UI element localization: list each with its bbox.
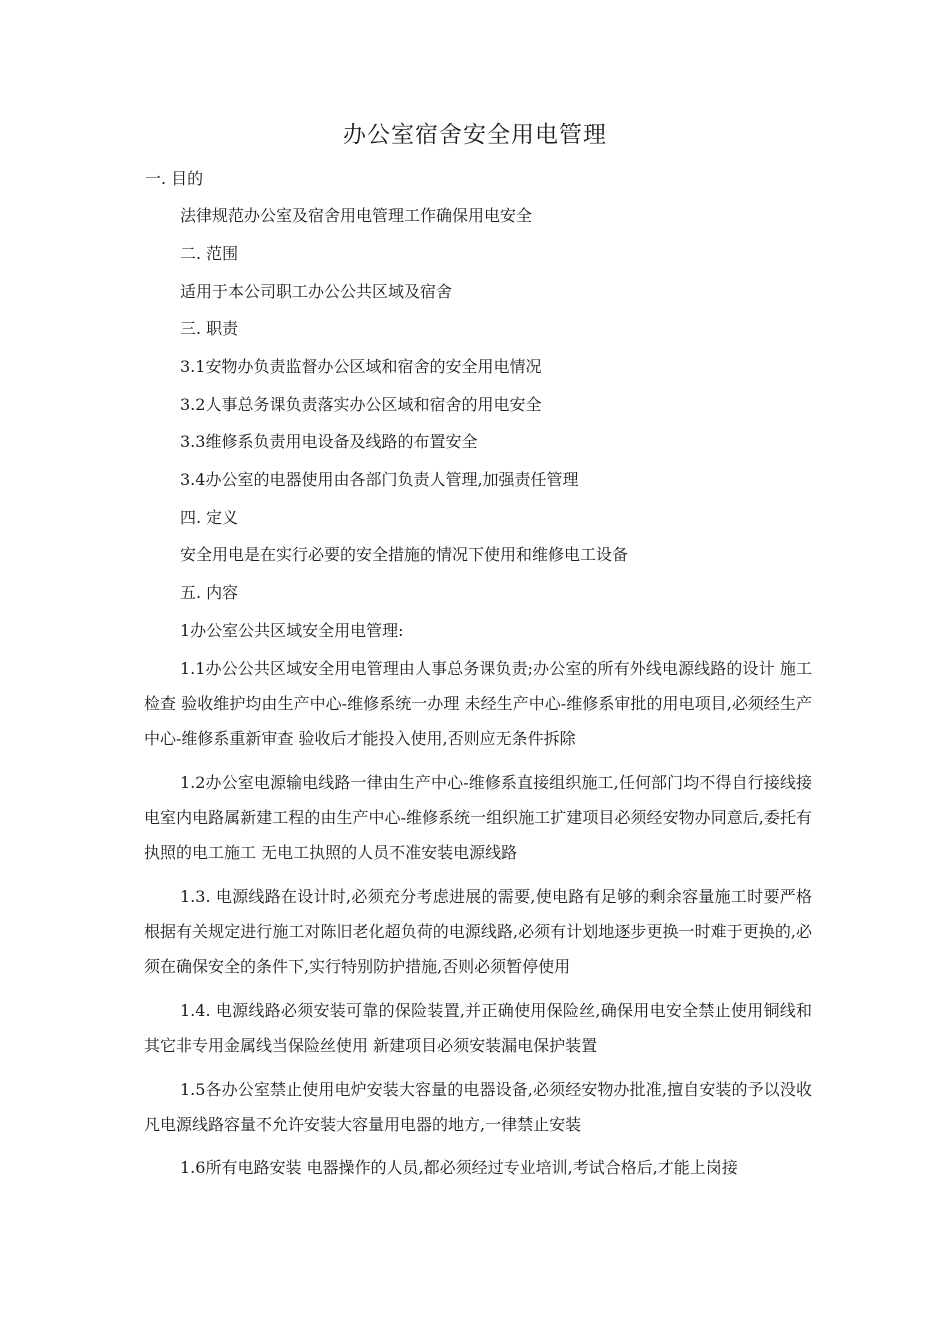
document-title: 办公室宿舍安全用电管理 (343, 122, 607, 148)
content-subheading: 1办公室公共区域安全用电管理: (180, 621, 404, 640)
section-heading-scope: 二. 范围 (180, 244, 239, 263)
responsibility-item: 3.1安物办负责监督办公区域和宿舍的安全用电情况 (180, 357, 542, 376)
responsibility-item: 3.2人事总务课负责落实办公区域和宿舍的用电安全 (180, 395, 542, 414)
section-text-definition: 安全用电是在实行必要的安全措施的情况下使用和维修电工设备 (180, 545, 629, 564)
responsibility-item: 3.4办公室的电器使用由各部门负责人管理,加强责任管理 (180, 470, 579, 489)
content-paragraph: 1.2办公室电源输电线路一律由生产中心-维修系直接组织施工,任何部门均不得自行接线接电室内电路属新建工程的由生产中心-维修系统一组织施工扩建项目必须经安物办同意后,委托有执照的电工施工 无电工执照的人员不准安装电源线路 (144, 773, 812, 862)
section-text-purpose: 法律规范办公室及宿舍用电管理工作确保用电安全 (180, 206, 533, 225)
content-paragraph: 1.5各办公室禁止使用电炉安装大容量的电器设备,必须经安物办批准,擅自安装的予以没收凡电源线路容量不允许安装大容量用电器的地方,一律禁止安装 (144, 1080, 812, 1134)
content-paragraph: 1.3. 电源线路在设计时,必须充分考虑进展的需要,使电路有足够的剩余容量施工时要严格根据有关规定进行施工对陈旧老化超负荷的电源线路,必须有计划地逐步更换一时难于更换的,必须在确保安全的条件下,实行特别防护措施,否则必须暂停使用 (144, 887, 812, 976)
content-paragraph: 1.6所有电路安装 电器操作的人员,都必须经过专业培训,考试合格后,才能上岗接 (180, 1158, 738, 1177)
responsibility-item: 3.3维修系负责用电设备及线路的布置安全 (180, 432, 478, 451)
section-heading-responsibility: 三. 职责 (180, 319, 239, 338)
section-heading-purpose: 一. 目的 (145, 169, 204, 188)
section-heading-content: 五. 内容 (180, 583, 239, 602)
content-paragraph: 1.1办公公共区域安全用电管理由人事总务课负责;办公室的所有外线电源线路的设计 施工 检查 验收维护均由生产中心-维修系统一办理 未经生产中心-维修系审批的用电项目,必须经生产中心-维修系重新审查 验收后才能投入使用,否则应无条件拆除 (144, 659, 812, 748)
section-heading-definition: 四. 定义 (180, 508, 239, 527)
section-text-scope: 适用于本公司职工办公公共区域及宿舍 (180, 282, 453, 301)
content-paragraph: 1.4. 电源线路必须安装可靠的保险装置,并正确使用保险丝,确保用电安全禁止使用铜线和其它非专用金属线当保险丝使用 新建项目必须安装漏电保护装置 (144, 1001, 812, 1055)
